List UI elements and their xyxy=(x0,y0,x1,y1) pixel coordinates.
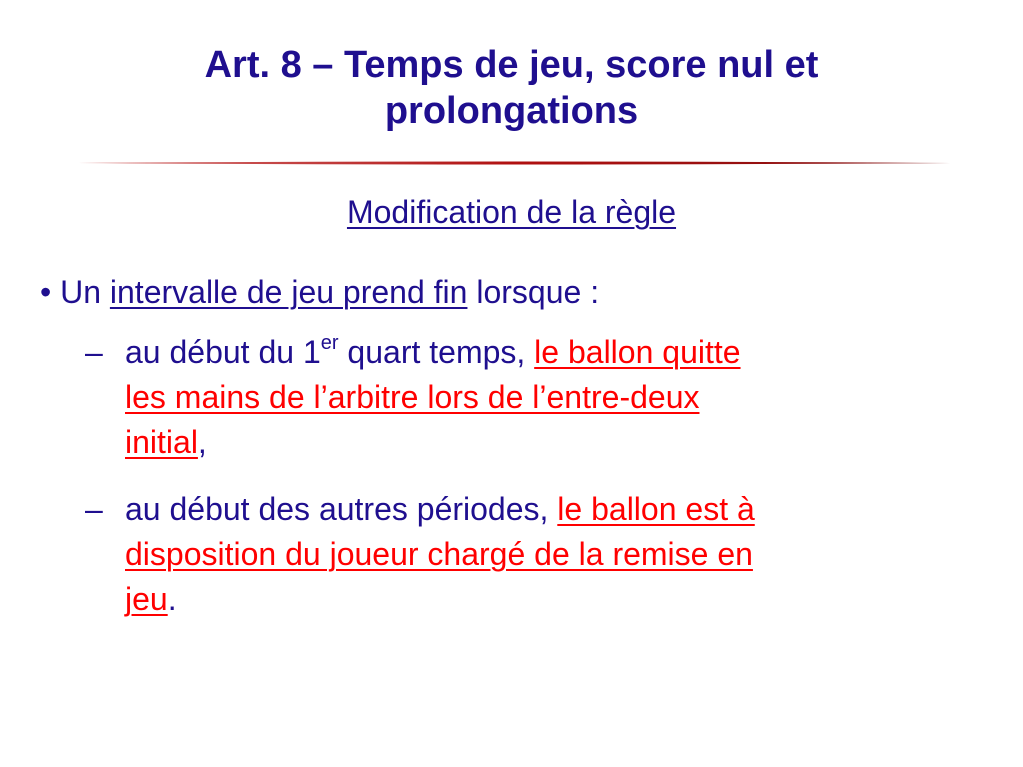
sub-item-text xyxy=(125,330,945,465)
sub-item-end: , xyxy=(197,424,207,460)
bullet-marker: • xyxy=(40,274,52,310)
title-line-1: Art. 8 – Temps de jeu, score nul et xyxy=(204,44,819,86)
sub-item-line xyxy=(125,420,945,465)
highlight-red-2: disposition du joueur chargé de la remise en xyxy=(125,536,753,572)
bullet-item xyxy=(40,272,990,312)
sub-item-line xyxy=(125,330,945,375)
sub-item-text: au début des autres périodes, xyxy=(125,491,558,527)
title-line-2: prolongations xyxy=(384,90,639,132)
highlight-red-2: les mains de l’arbitre lors de l’entre-deux xyxy=(125,379,700,415)
sub-item-line xyxy=(125,375,945,420)
bullet-suffix: lorsque : xyxy=(476,274,600,310)
sub-item-line xyxy=(125,532,945,577)
dash-marker: – xyxy=(85,334,103,370)
dash-marker: – xyxy=(85,491,103,527)
subtitle xyxy=(0,192,1023,232)
slide-title xyxy=(60,42,963,134)
sub-item-text-b: quart temps, xyxy=(338,334,535,370)
bullet-underlined-term: intervalle de jeu prend fin xyxy=(109,274,468,310)
highlight-red-1: le ballon est à xyxy=(557,491,755,527)
subtitle-text: Modification de la règle xyxy=(346,194,677,230)
sub-item-text xyxy=(125,487,945,622)
highlight-red-3: jeu xyxy=(125,581,168,617)
sub-item-end: . xyxy=(167,581,177,617)
highlight-red-3: initial xyxy=(125,424,198,460)
highlight-red-1: le ballon quitte xyxy=(534,334,741,370)
sub-item-text-a: au début du 1 xyxy=(125,334,321,370)
sub-item-line xyxy=(125,487,945,532)
sub-item-line xyxy=(125,577,945,622)
bullet-prefix: Un xyxy=(60,274,101,310)
ordinal-superscript: er xyxy=(320,332,339,355)
title-divider xyxy=(78,160,951,166)
